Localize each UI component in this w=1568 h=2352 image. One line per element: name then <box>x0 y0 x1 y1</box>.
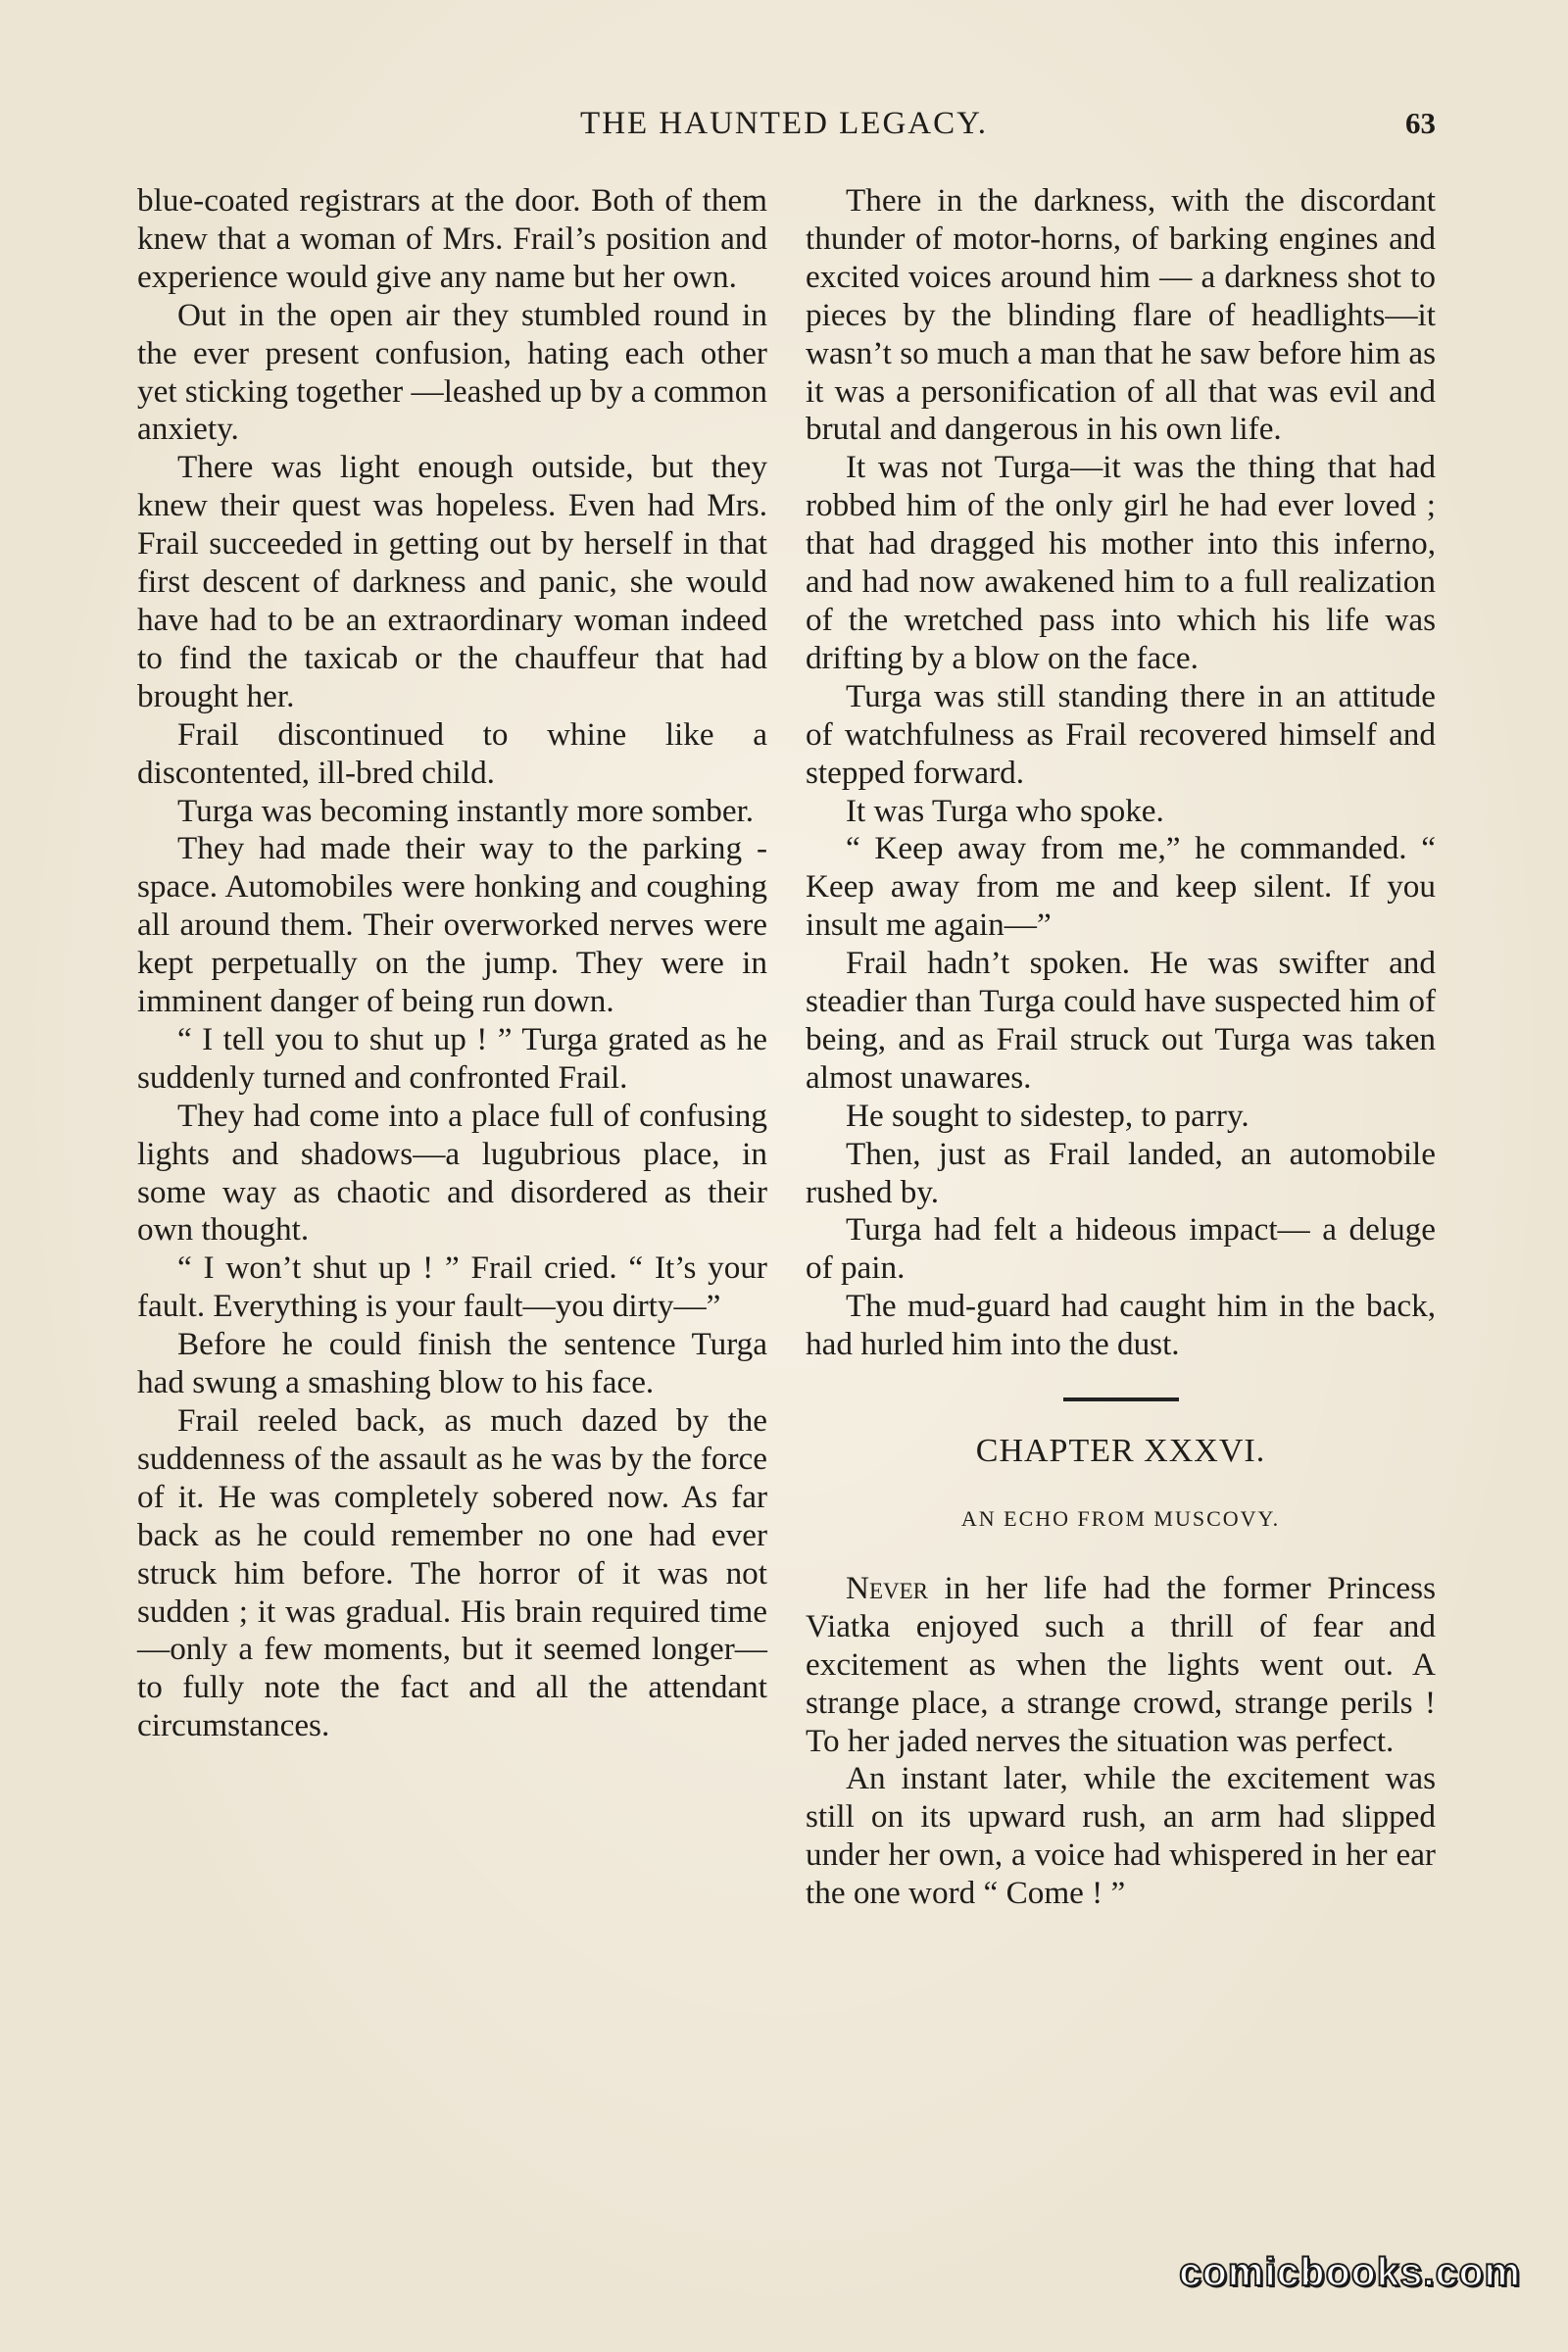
paragraph: Frail reeled back, as much dazed by the suddenness of the assault as he was by the force of it. He was completely sobered now. As far back as he could remember no one had ever struck him before. The horror of it was not sudden ; it was gradual. His brain required time—only a few moments, but it seemed longer—to fully note the fact and all the attendant circumstances. <box>137 1402 767 1744</box>
page-header <box>132 106 1436 157</box>
lead-word: Never <box>846 1569 929 1606</box>
section-divider <box>1063 1397 1179 1401</box>
paragraph: Frail hadn’t spoken. He was swifter and steadier than Turga could have suspected him of being, and as Frail struck out Turga was taken almost unawares. <box>806 945 1436 1096</box>
paragraph: They had come into a place full of confusing lights and shadows—a lugubrious place, in some way as chaotic and disordered as their own thought. <box>137 1097 767 1249</box>
left-column <box>137 182 767 1745</box>
opening-text: in her life had the former Princess Viatka enjoyed such a thrill of fear and excitement as when the lights went out. A strange place, a strange crowd, strange perils ! To her jaded nerves the situation was perfect. <box>806 1569 1436 1759</box>
paragraph: Frail discontinued to whine like a discontented, ill-bred child. <box>137 715 767 791</box>
paragraph: An instant later, while the excitement was still on its upward rush, an arm had slipped under her own, a voice had whispered in her ear the one word “ Come ! ” <box>806 1760 1436 1912</box>
chapter-heading <box>806 1397 1436 1539</box>
paragraph: He sought to sidestep, to parry. <box>846 1097 1250 1134</box>
paragraph: Turga was becoming instantly more somber. <box>177 792 755 829</box>
chapter-title: CHAPTER XXXVI. <box>975 1433 1266 1470</box>
paragraph: Turga had felt a hideous impact— a deluge of pain. <box>806 1211 1436 1287</box>
paragraph: There was light enough outside, but they knew their quest was hopeless. Even had Mrs. Frail succeeded in getting out by herself in that first descent of darkness and panic, she would have had to be an extraordinary woman indeed to find the taxicab or the chauffeur that had brought her. <box>137 449 767 714</box>
chapter-subtitle: AN ECHO FROM MUSCOVY. <box>960 1506 1281 1531</box>
paragraph: It was not Turga—it was the thing that had robbed him of the only girl he had ever loved ; that had dragged his mother into this inferno, and had now awakened him to a full realization of the wretched pass into which his life was drifting by a blow on the face. <box>806 449 1436 676</box>
paragraph: Out in the open air they stumbled round in the ever present confusion, hating each other yet sticking together —leashed up by a common anxiety. <box>137 296 767 448</box>
paragraph: Before he could finish the sentence Turga had swung a smashing blow to his face. <box>137 1326 767 1401</box>
paragraph: Turga was still standing there in an attitude of watchfulness as Frail recovered himself and stepped forward. <box>806 677 1436 791</box>
chapter-opening-paragraph <box>806 1570 1436 1761</box>
paragraph: “ Keep away from me,” he commanded. “ Keep away from me and keep silent. If you insult me again—” <box>806 830 1436 944</box>
paragraph: “ I tell you to shut up ! ” Turga grated as he suddenly turned and confronted Frail. <box>137 1020 767 1096</box>
paragraph: Then, just as Frail landed, an automobile rushed by. <box>806 1135 1436 1210</box>
paragraph: It was Turga who spoke. <box>846 792 1164 829</box>
paragraph: They had made their way to the parking - space. Automobiles were honking and coughing all around them. Their overworked nerves were kept perpetually on the jump. They were in imminent danger of being run down. <box>137 830 767 1020</box>
paragraph: “ I won’t shut up ! ” Frail cried. “ It’s your fault. Everything is your fault—you dirty—” <box>137 1250 767 1325</box>
paragraph: There in the darkness, with the discordant thunder of motor-horns, of barking engines and excited voices around him — a darkness shot to pieces by the blinding flare of headlights—it wasn’t so much a man that he saw before him as it was a personification of all that was evil and brutal and dangerous in his own life. <box>806 182 1436 448</box>
watermark-logo: comicbooks.com <box>1179 2249 1521 2294</box>
paragraph: blue-coated registrars at the door. Both of them knew that a woman of Mrs. Frail’s position and experience would give any name but her own. <box>137 182 767 295</box>
page-number: 63 <box>1405 106 1436 140</box>
right-column <box>806 182 1436 1913</box>
paragraph: The mud-guard had caught him in the back, had hurled him into the dust. <box>806 1288 1436 1363</box>
running-title: THE HAUNTED LEGACY. <box>580 106 988 141</box>
